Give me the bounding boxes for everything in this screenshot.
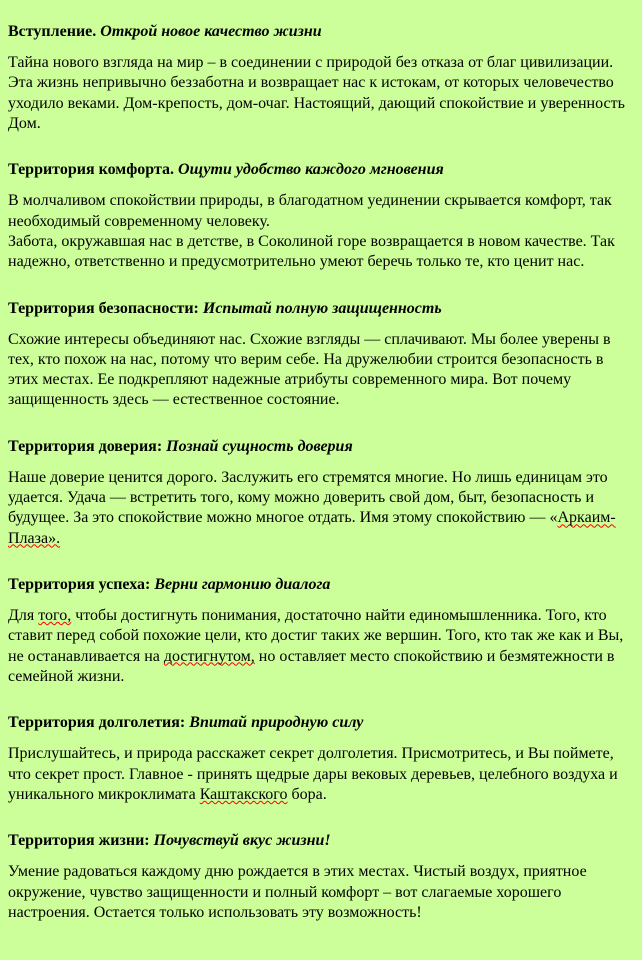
spellcheck-underline: того, <box>38 607 72 624</box>
paragraph: Для того, чтобы достигнуть понимания, достаточно найти единомышленника. Того, кто ставит перед собой похожие цели, кто достиг таких же вершин. Того, кто так же как и Вы, не останавливается на достигнутом, но оставляет место спокойствию и безмятежности в семейной жизни. <box>8 607 624 685</box>
spellcheck-underline: достигнутом, <box>163 647 255 665</box>
heading-subtitle: Почувствуй вкус жизни! <box>153 832 331 850</box>
section-body <box>8 191 634 272</box>
section-heading <box>8 437 634 457</box>
heading-title: Вступление. <box>8 23 97 40</box>
heading-subtitle: Впитай природную силу <box>189 714 364 732</box>
section-body <box>8 468 634 549</box>
paragraph: Прислушайтесь, и природа расскажет секрет долголетия. Присмотритесь, и Вы поймете, что секрет прост. Главное - принять щедрые дары вековых деревьев, целебного воздуха и уникального микроклимата Каштакского бора. <box>8 745 618 803</box>
heading-title: Территория успеха: <box>8 576 151 593</box>
section-heading <box>8 831 634 851</box>
paragraph: В молчаливом спокойствии природы, в благодатном уединении скрывается комфорт, так необходимый современному человеку. <box>8 192 612 230</box>
heading-title: Территория доверия: <box>8 437 163 455</box>
document-section <box>8 299 634 411</box>
heading-subtitle: Верни гармонию диалога <box>154 576 331 593</box>
document-section <box>8 575 634 687</box>
spellcheck-underline: Каштакского <box>199 785 288 803</box>
heading-title: Территория комфорта. <box>8 161 175 179</box>
document-section <box>8 437 634 549</box>
section-body <box>8 862 634 923</box>
section-heading <box>8 713 634 733</box>
document-section <box>8 831 634 923</box>
paragraph: Умение радоваться каждому дню рождается в этих местах. Чистый воздух, приятное окружение, чувство защищенности и полный комфорт – вот слагаемые хорошего настроения. Остается только использовать эту возможность! <box>8 863 587 921</box>
section-heading <box>8 575 634 595</box>
section-body <box>8 53 634 134</box>
heading-title: Территория безопасности: <box>8 299 199 317</box>
section-heading <box>8 299 634 319</box>
section-heading <box>8 22 634 42</box>
spellcheck-underline: Аркаим-Плаза». <box>8 509 616 547</box>
section-body <box>8 330 634 411</box>
document-section <box>8 713 634 805</box>
heading-subtitle: Испытай полную защищенность <box>202 299 442 317</box>
section-body <box>8 744 634 805</box>
section-body <box>8 606 634 687</box>
section-heading <box>8 160 634 180</box>
document-section <box>8 22 634 134</box>
document-section <box>8 160 634 272</box>
heading-title: Территория долголетия: <box>8 714 186 732</box>
paragraph: Забота, окружавшая нас в детстве, в Соколиной горе возвращается в новом качестве. Так надежно, ответственно и предусмотрительно умеют беречь только те, кто ценит нас. <box>8 232 615 271</box>
paragraph: Схожие интересы объединяют нас. Схожие взгляды — сплачивают. Мы более уверены в тех, кто похож на нас, потому что верим себе. На дружелюбии строится безопасность в этих местах. Ее подкрепляют надежные атрибуты современного мира. Вот почему защищенность здесь — естественное состояние. <box>8 330 611 409</box>
heading-subtitle: Открой новое качество жизни <box>100 23 322 40</box>
paragraph: Наше доверие ценится дорого. Заслужить его стремятся многие. Но лишь единицам это удается. Удача — встретить того, кому можно доверить свой дом, быт, безопасность и будущее. За это спокойствие можно многое отдать. Имя этому спокойствию — «Аркаим-Плаза». <box>8 468 616 547</box>
heading-subtitle: Ощути удобство каждого мгновения <box>178 161 444 179</box>
heading-subtitle: Познай сущность доверия <box>166 437 353 455</box>
paragraph: Тайна нового взгляда на мир – в соединении с природой без отказа от благ цивилизации. Эта жизнь непривычно беззаботна и возвращает нас к истокам, от которых человечество уходило веками. Дом-крепость, дом-очаг. Настоящий, дающий спокойствие и уверенность Дом. <box>8 54 625 132</box>
heading-title: Территория жизни: <box>8 832 150 850</box>
